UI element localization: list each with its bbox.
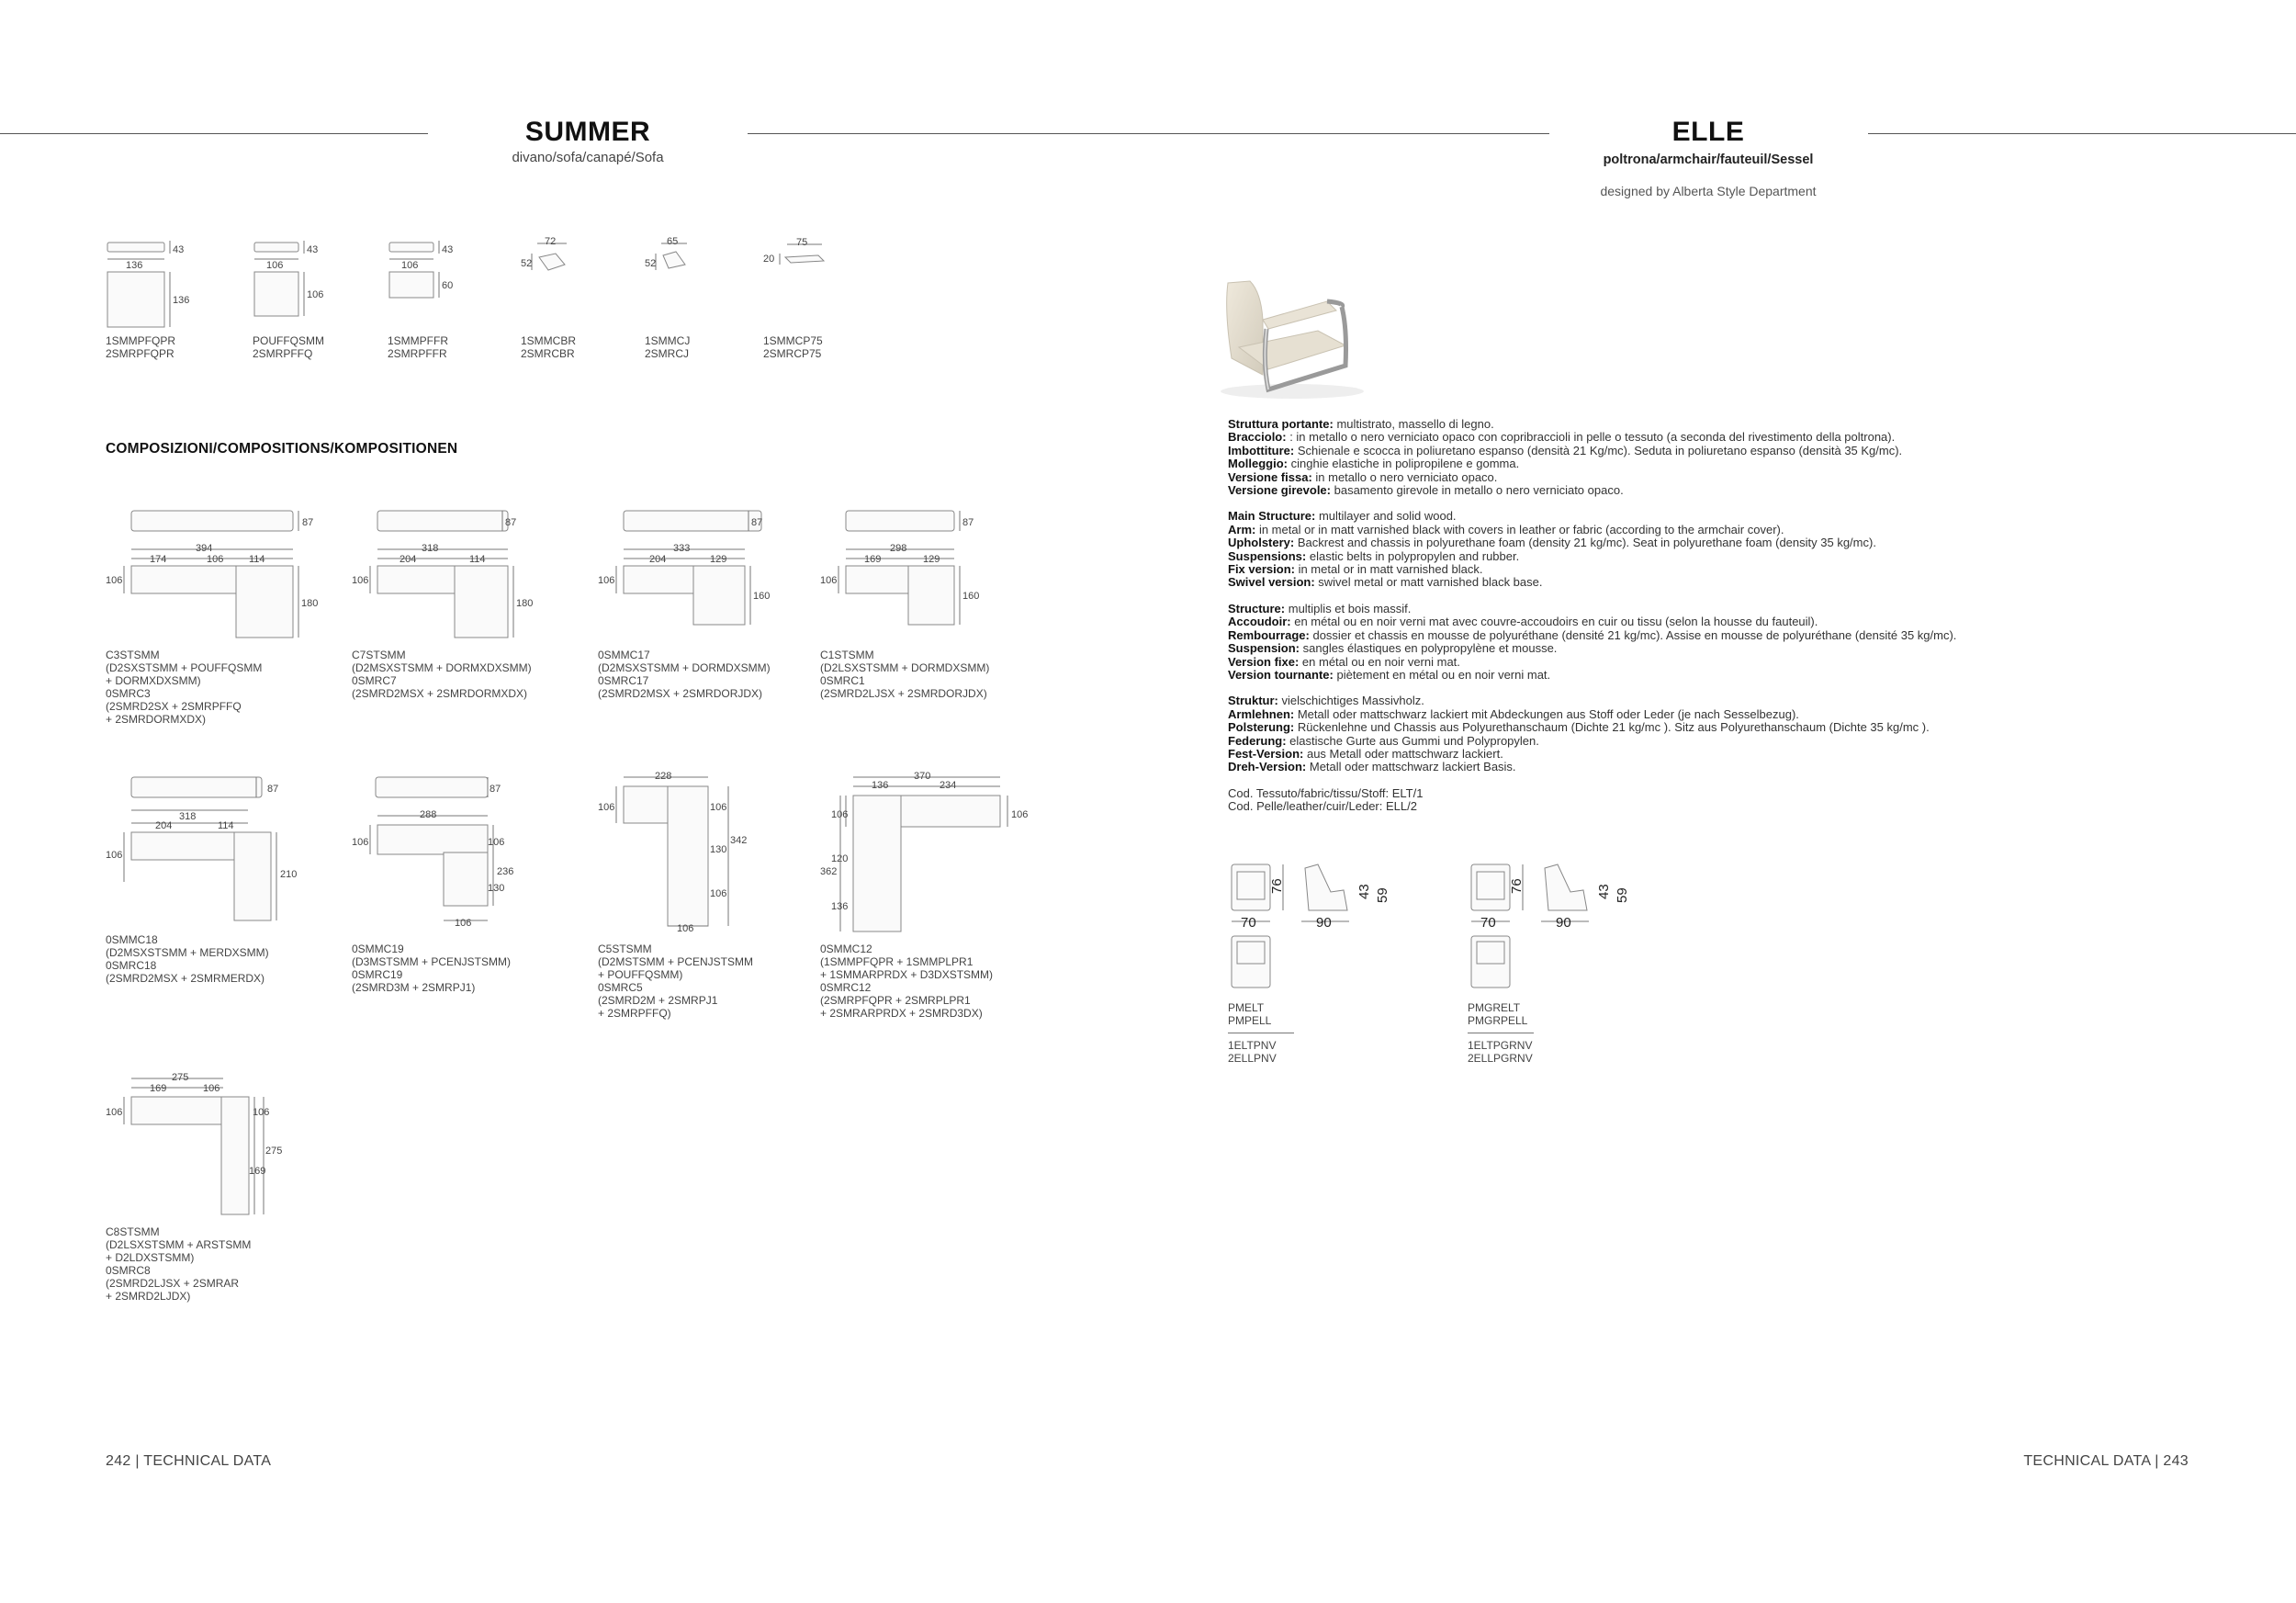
svg-text:43: 43 [1356, 884, 1372, 899]
module-1smmcj [645, 237, 782, 360]
svg-text:228: 228 [655, 772, 672, 782]
spec-line: Armlehnen: Metall oder mattschwarz lackiert mit Abdeckungen aus Stoff oder Leder (je nach Sesselbezug). [1228, 706, 1799, 721]
composition-code: C5STSMM (D2MSTSMM + PCENJSTSMM + POUFFQSMM) 0SMRC5 (2SMRD2M + 2SMRPJ1 + 2SMRPFFQ) [598, 943, 754, 1020]
svg-text:75: 75 [796, 237, 808, 248]
elle-variant-code-bottom: 1ELTPGRNV 2ELLPGRNV [1468, 1039, 1533, 1065]
composition-code: C1STSMM (D2LSXSTSMM + DORMDXSMM) 0SMRC1 (2SMRD2LJSX + 2SMRDORJDX) [820, 649, 990, 700]
svg-text:129: 129 [923, 554, 940, 565]
svg-text:275: 275 [265, 1146, 283, 1157]
spec-line: Fest-Version: aus Metall oder mattschwarz lackiert. [1228, 746, 1503, 761]
spec-group-english [1228, 510, 2054, 589]
composition-c1stsmm [820, 505, 1041, 700]
composition-drawing [352, 505, 572, 643]
module-1smmpfqpr [106, 237, 243, 360]
svg-text:114: 114 [249, 554, 265, 565]
header-rule-middle [748, 133, 1549, 134]
svg-text:20: 20 [763, 254, 775, 265]
module-1smmpffr [388, 237, 525, 360]
spec-line: Federung: elastische Gurte aus Gummi und Polypropylen. [1228, 733, 1539, 748]
composition-code: C7STSMM (D2MSXSTSMM + DORMXDXSMM) 0SMRC7 (2SMRD2MSX + 2SMRDORMXDX) [352, 649, 532, 700]
elle-specifications [1228, 418, 2054, 827]
svg-text:106: 106 [203, 1083, 220, 1094]
summer-title: SUMMER [524, 117, 651, 147]
spec-group-german [1228, 694, 2054, 773]
composition-drawing [106, 505, 326, 643]
module-drawing [645, 237, 746, 329]
svg-text:136: 136 [831, 901, 849, 912]
svg-text:106: 106 [831, 809, 849, 820]
module-code: 1SMMCP75 2SMRCP75 [763, 334, 823, 360]
svg-text:106: 106 [598, 802, 615, 813]
svg-text:169: 169 [150, 1083, 167, 1094]
svg-text:76: 76 [1509, 878, 1525, 894]
svg-text:43: 43 [1596, 884, 1612, 899]
svg-text:160: 160 [962, 591, 980, 602]
spec-line: Version fixe: en métal ou en noir verni mat. [1228, 654, 1460, 669]
svg-text:180: 180 [516, 598, 534, 609]
svg-text:333: 333 [673, 543, 691, 554]
header-rule-left [0, 133, 428, 134]
svg-text:136: 136 [126, 260, 143, 271]
svg-text:169: 169 [249, 1166, 266, 1177]
composition-drawing [106, 772, 326, 928]
module-drawing [521, 237, 622, 329]
module-code: 1SMMCBR 2SMRCBR [521, 334, 577, 360]
svg-text:114: 114 [218, 820, 234, 831]
module-code: 1SMMPFQPR 2SMRPFQPR [106, 334, 176, 360]
elle-subtitle: poltrona/armchair/fauteuil/Sessel [1603, 152, 1814, 167]
svg-text:106: 106 [352, 837, 369, 848]
composition-code: 0SMMC17 (D2MSXSTSMM + DORMDXSMM) 0SMRC17 (2SMRD2MSX + 2SMRDORJDX) [598, 649, 771, 700]
composition-drawing [820, 772, 1041, 937]
composition-0smmc18 [106, 772, 326, 985]
svg-text:106: 106 [207, 554, 224, 565]
svg-text:106: 106 [106, 850, 123, 861]
svg-text:160: 160 [753, 591, 771, 602]
elle-variant-fixed [1228, 859, 1412, 1065]
svg-text:136: 136 [872, 780, 889, 791]
svg-text:114: 114 [469, 554, 486, 565]
svg-text:52: 52 [521, 258, 533, 269]
composition-c8stsmm [106, 1073, 326, 1303]
module-drawing [253, 237, 354, 329]
svg-text:130: 130 [710, 844, 727, 855]
svg-text:90: 90 [1316, 915, 1332, 931]
svg-text:87: 87 [505, 517, 517, 528]
elle-variant-drawing [1468, 859, 1651, 997]
spec-line: Polsterung: Rückenlehne und Chassis aus Polyurethanschaum (Dichte 21 kg/mc ). Sitz aus Polyurethanschaum (Dichte 35 kg/mc ). [1228, 720, 1930, 735]
composition-0smmc19 [352, 772, 572, 994]
svg-text:275: 275 [172, 1073, 189, 1083]
spec-line: Molleggio: cinghie elastiche in polipropilene e gomma. [1228, 457, 1520, 471]
spec-group-french [1228, 603, 2054, 682]
composition-code: 0SMMC18 (D2MSXSTSMM + MERDXSMM) 0SMRC18 (2SMRD2MSX + 2SMRMERDX) [106, 933, 269, 985]
footer-right-page: TECHNICAL DATA | 243 [2023, 1453, 2189, 1469]
svg-text:87: 87 [302, 517, 314, 528]
svg-text:70: 70 [1480, 915, 1496, 931]
svg-text:370: 370 [914, 772, 931, 782]
spec-line: Imbottiture: Schienale e scocca in poliuretano espanso (densità 21 Kg/mc). Seduta in poliuretano espanso (densità 35 Kg/mc). [1228, 443, 1903, 457]
cod-leather: Cod. Pelle/leather/cuir/Leder: ELL/2 [1228, 799, 1417, 814]
svg-text:106: 106 [352, 575, 369, 586]
footer-left-page: 242 | TECHNICAL DATA [106, 1453, 272, 1469]
module-code: POUFFQSMM 2SMRPFFQ [253, 334, 324, 360]
svg-text:106: 106 [455, 918, 472, 929]
module-drawing [388, 237, 489, 329]
spec-line: Versione fissa: in metallo o nero verniciato opaco. [1228, 469, 1498, 484]
module-pouffqsmm [253, 237, 390, 360]
composition-drawing [598, 505, 818, 643]
spec-line: Version tournante: piètement en métal ou en noir verni mat. [1228, 667, 1551, 682]
svg-text:106: 106 [598, 575, 615, 586]
spec-line: Suspension: sangles élastiques en polypropylène et mousse. [1228, 641, 1558, 656]
svg-text:60: 60 [442, 280, 454, 291]
composition-drawing [820, 505, 1041, 643]
svg-text:106: 106 [710, 888, 727, 899]
composition-code: C8STSMM (D2LSXSTSMM + ARSTSMM + D2LDXSTSMM) 0SMRC8 (2SMRD2LJSX + 2SMRAR + 2SMRD2LJDX) [106, 1225, 252, 1303]
svg-text:106: 106 [266, 260, 284, 271]
spec-line: Upholstery: Backrest and chassis in polyurethane foam (density 21 kg/mc). Seat in polyurethane foam (density 35 kg/mc). [1228, 536, 1876, 550]
module-1smmcp75 [763, 237, 901, 360]
svg-text:236: 236 [497, 866, 514, 877]
spec-line: Struktur: vielschichtiges Massivholz. [1228, 694, 1424, 708]
svg-text:106: 106 [710, 802, 727, 813]
spec-line: Arm: in metal or in matt varnished black with covers in leather or fabric (according to the armchair cover). [1228, 522, 1784, 536]
module-code: 1SMMCJ 2SMRCJ [645, 334, 691, 360]
svg-text:43: 43 [173, 244, 185, 255]
elle-variant-code-bottom: 1ELTPNV 2ELLPNV [1228, 1039, 1277, 1065]
svg-text:65: 65 [667, 237, 679, 247]
svg-text:169: 169 [864, 554, 882, 565]
svg-text:106: 106 [401, 260, 419, 271]
spec-line: Dreh-Version: Metall oder mattschwarz lackiert Basis. [1228, 760, 1516, 774]
svg-text:87: 87 [490, 784, 501, 795]
spec-group-codes [1228, 787, 2054, 814]
svg-text:43: 43 [307, 244, 319, 255]
module-code: 1SMMPFFR 2SMRPFFR [388, 334, 448, 360]
spec-line: Main Structure: multilayer and solid wood. [1228, 509, 1457, 524]
svg-text:210: 210 [280, 869, 298, 880]
elle-variant-swivel [1468, 859, 1651, 1065]
svg-text:318: 318 [179, 811, 197, 822]
composition-c3stsmm [106, 505, 326, 726]
header-rule-right [1868, 133, 2296, 134]
spec-line: Bracciolo: : in metallo o nero verniciato opaco con copribraccioli in pelle o tessuto (a seconda del rivestimento della poltrona). [1228, 430, 1896, 445]
composition-0smmc12 [820, 772, 1041, 1020]
composition-c5stsmm [598, 772, 818, 1020]
svg-text:288: 288 [420, 809, 437, 820]
composition-code: C3STSMM (D2SXSTSMM + POUFFQSMM + DORMXDXSMM) 0SMRC3 (2SMRD2SX + 2SMRPFFQ + 2SMRDORMXDX) [106, 649, 263, 726]
svg-text:106: 106 [106, 1107, 123, 1118]
svg-text:234: 234 [940, 780, 957, 791]
svg-text:362: 362 [820, 866, 838, 877]
spec-line: Swivel version: swivel metal or matt varnished black base. [1228, 575, 1543, 590]
composition-0smmc17 [598, 505, 818, 700]
svg-text:43: 43 [442, 244, 454, 255]
spec-line: Structure: multiplis et bois massif. [1228, 601, 1412, 615]
svg-text:394: 394 [196, 543, 213, 554]
svg-text:298: 298 [890, 543, 907, 554]
module-drawing [763, 237, 864, 329]
composition-code: 0SMMC19 (D3MSTSMM + PCENJSTSMM) 0SMRC19 (2SMRD3M + 2SMRPJ1) [352, 943, 512, 994]
elle-variant-drawing [1228, 859, 1412, 997]
module-drawing [106, 237, 207, 329]
composition-drawing [106, 1073, 326, 1220]
spec-group-italian [1228, 418, 2054, 497]
elle-variant-code-top: PMGRELT PMGRPELL [1468, 1001, 1528, 1027]
svg-text:52: 52 [645, 258, 657, 269]
svg-text:106: 106 [677, 923, 694, 934]
composition-drawing [352, 772, 572, 937]
compositions-heading: COMPOSIZIONI/COMPOSITIONS/KOMPOSITIONEN [106, 441, 458, 457]
elle-designer: designed by Alberta Style Department [1600, 184, 1817, 198]
svg-text:174: 174 [150, 554, 167, 565]
composition-c7stsmm [352, 505, 572, 700]
svg-text:59: 59 [1615, 887, 1630, 903]
spec-line: Suspensions: elastic belts in polypropylen and rubber. [1228, 548, 1520, 563]
svg-text:180: 180 [301, 598, 319, 609]
spec-line: Rembourrage: dossier et chassis en mousse de polyuréthane (densité 21 kg/mc). Assise en mousse de polyuréthane (densité 35 kg/mc). [1228, 627, 1957, 642]
svg-text:106: 106 [307, 289, 324, 300]
spec-line: Accoudoir: en métal ou en noir verni mat avec couvre-accoudoirs en cuir ou tissu (selon la housse du fauteuil). [1228, 615, 1818, 629]
svg-text:204: 204 [155, 820, 173, 831]
svg-text:204: 204 [400, 554, 417, 565]
elle-armchair-image [1208, 274, 1373, 402]
svg-text:106: 106 [488, 837, 505, 848]
elle-variant-code-top: PMELT PMPELL [1228, 1001, 1272, 1027]
summer-subtitle: divano/sofa/canapé/Sofa [512, 150, 664, 165]
composition-drawing [598, 772, 818, 937]
svg-text:106: 106 [106, 575, 123, 586]
svg-text:204: 204 [649, 554, 667, 565]
svg-text:106: 106 [820, 575, 838, 586]
svg-text:90: 90 [1556, 915, 1571, 931]
svg-text:87: 87 [751, 517, 763, 528]
svg-text:342: 342 [730, 835, 748, 846]
svg-text:59: 59 [1375, 887, 1390, 903]
svg-text:70: 70 [1241, 915, 1256, 931]
svg-text:129: 129 [710, 554, 727, 565]
svg-text:106: 106 [253, 1107, 270, 1118]
svg-text:120: 120 [831, 853, 849, 864]
svg-text:87: 87 [962, 517, 974, 528]
composition-code: 0SMMC12 (1SMMPFQPR + 1SMMPLPR1 + 1SMMARPRDX + D3DXSTSMM) 0SMRC12 (2SMRPFQPR + 2SMRPLPR1 + 2SMRARPRDX + 2SMRD3DX) [820, 943, 994, 1020]
cod-fabric: Cod. Tessuto/fabric/tissu/Stoff: ELT/1 [1228, 785, 1424, 800]
svg-text:76: 76 [1269, 878, 1285, 894]
svg-text:136: 136 [173, 295, 190, 306]
module-1smmcbr [521, 237, 658, 360]
svg-text:318: 318 [422, 543, 439, 554]
spec-line: Struttura portante: multistrato, massello di legno. [1228, 417, 1494, 431]
svg-text:72: 72 [545, 237, 557, 247]
svg-text:87: 87 [267, 784, 279, 795]
spec-line: Versione girevole: basamento girevole in metallo o nero verniciato opaco. [1228, 483, 1624, 498]
svg-text:130: 130 [488, 883, 505, 894]
elle-title: ELLE [1671, 117, 1745, 147]
spec-line: Fix version: in metal or in matt varnished black. [1228, 562, 1483, 577]
svg-text:106: 106 [1011, 809, 1029, 820]
